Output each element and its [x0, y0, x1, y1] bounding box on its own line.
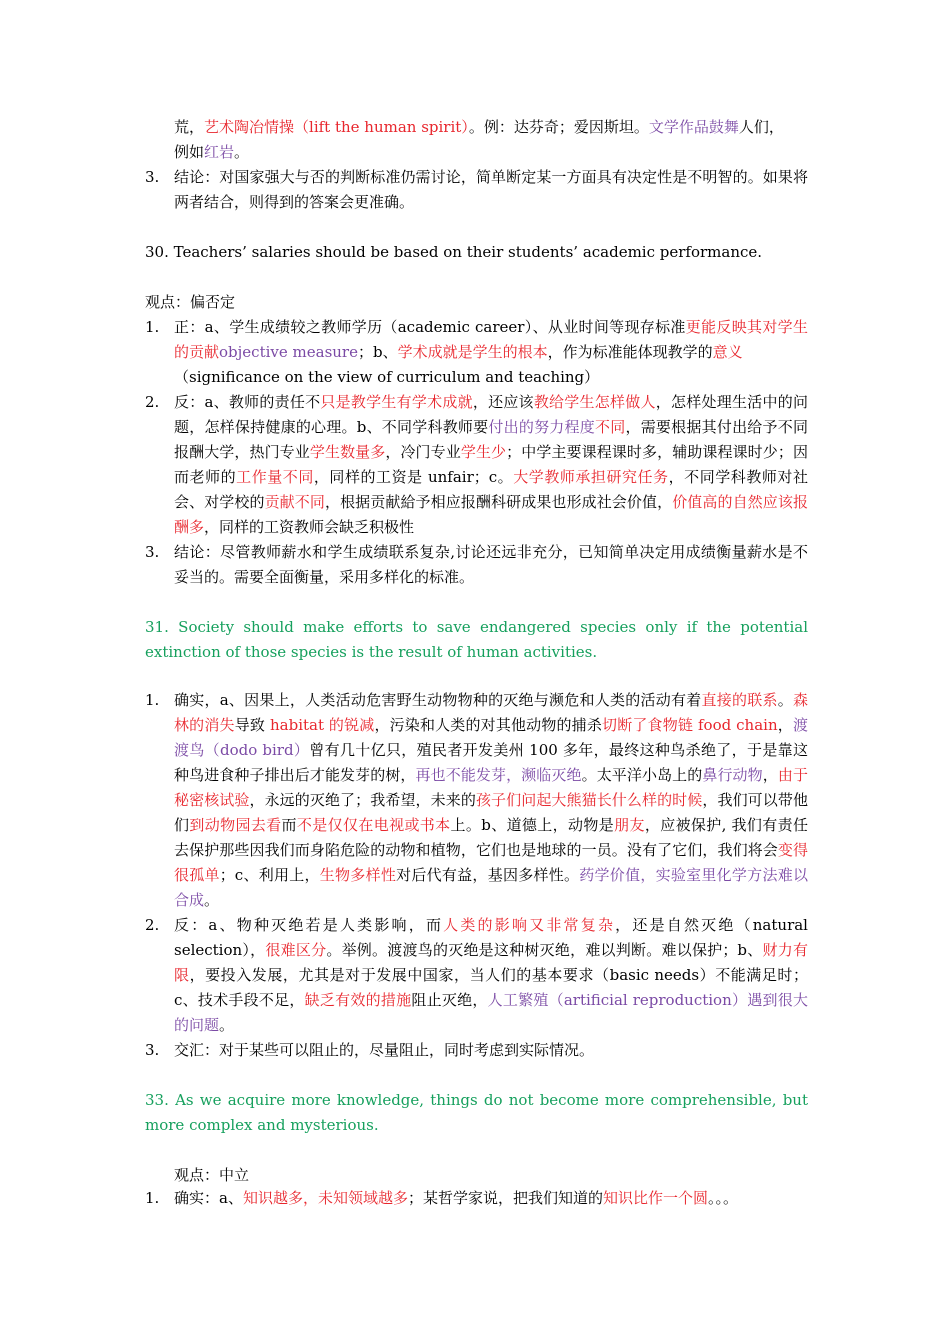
list-text: 结论：对国家强大与否的判断标准仍需讨论，简单断定某一方面具有决定性是不明智的。如果将两者结合，则得到的答案会更准确。 [174, 168, 808, 211]
list-item [145, 165, 808, 215]
list-text: 确实：a、知识越多，未知领域越多；某哲学家说，把我们知道的知识比作一个圆。。。 [174, 1189, 739, 1207]
top-continuation-paragraph: 荒，艺术陶冶情操（lift the human spirit）。例：达芬奇；爱因斯坦。文学作品鼓舞人们， 例如红岩。 [174, 118, 784, 161]
list-item [145, 1038, 808, 1063]
list-text: 正：a、学生成绩较之教师学历（academic career）、从业时间等现存标准更能反映其对学生的贡献objective measure；b、学术成就是学生的根本，作为标准能体现教学的意义 （significance on the view of curriculum and teaching） [174, 318, 808, 386]
question-31-title: 31. Society should make efforts to save endangered species only if the potential extinction of those species is the result of human activities. [145, 618, 808, 661]
question-33-viewpoint: 观点：中立 [174, 1166, 250, 1184]
highlight-purple: 红岩 [204, 143, 235, 161]
list-number: 3. [145, 1041, 160, 1059]
list-item [145, 688, 808, 913]
list-text: 结论：尽管教师薪水和学生成绩联系复杂,讨论还远非充分，已知简单决定用成绩衡量薪水是不妥当的。需要全面衡量，采用多样化的标准。 [174, 543, 808, 586]
list-item [145, 315, 808, 390]
question-33-title: 33. As we acquire more knowledge, things do not become more comprehensible, but more complex and mysterious. [145, 1091, 808, 1134]
list-number: 2. [145, 916, 160, 934]
list-number: 3. [145, 168, 160, 186]
highlight-purple: 文学作品鼓舞 [648, 118, 739, 136]
list-item [145, 913, 808, 1038]
list-text: 交汇：对于某些可以阻止的，尽量阻止，同时考虑到实际情况。 [174, 1041, 595, 1059]
list-number: 1. [145, 691, 160, 709]
list-number: 2. [145, 393, 160, 411]
question-30-viewpoint: 观点：偏否定 [145, 293, 236, 311]
list-item [145, 390, 808, 540]
list-item [145, 1186, 808, 1211]
list-text: 反：a、教师的责任不只是教学生有学术成就，还应该教给学生怎样做人，怎样处理生活中的问题，怎样保持健康的心理。b、不同学科教师要付出的努力程度不同，需要根据其付出给予不同报酬大学，热门专业学生数量多，冷门专业学生少；中学主要课程课时多，辅助课程课时少；因而老师的工作量不同，同样的工资是 unfair；c。大学教师承担研究任务，不同学科教师对社会、对学校的贡献不同，根据贡献給予相应报酬科研成果也形成社会价值，价值高的自然应该报酬多，同样的工资教师会缺乏积极性 [174, 393, 808, 536]
list-number: 1. [145, 1189, 160, 1207]
list-number: 1. [145, 318, 160, 336]
highlight-red: 艺术陶冶情操（lift the human spirit） [204, 118, 469, 136]
list-number: 3. [145, 543, 160, 561]
question-30-title: 30. Teachers’ salaries should be based on their students’ academic performance. [145, 243, 763, 261]
list-item [145, 540, 808, 590]
list-text: 确实，a、因果上，人类活动危害野生动物物种的灭绝与濒危和人类的活动有着直接的联系。森林的消失导致 habitat 的锐减，污染和人类的对其他动物的捕杀切断了食物链 food chain，渡渡鸟（dodo bird）曾有几十亿只，殖民者开发美州 100 多年，最终这种鸟杀绝了，于是靠这种鸟进食种子排出后才能发芽的树，再也不能发芽，濒临灭绝。太平洋小岛上的鼻行动物，由于秘密核试验，永远的灭绝了；我希望，未来的孩子们问起大熊猫长什么样的时候，我们可以带他们到动物园去看而不是仅仅在电视或书本上。b、道德上，动物是朋友，应被保护, 我们有责任去保护那些因我们而身陷危险的动物和植物，它们也是地球的一员。没有了它们，我们将会变得很孤单；c、利用上，生物多样性对后代有益，基因多样性。药学价值，实验室里化学方法难以合成。 [174, 691, 808, 909]
list-text: 反：a、物种灭绝若是人类影响，而人类的影响又非常复杂，还是自然灭绝（natural selection），很难区分。举例。渡渡鸟的灭绝是这种树灭绝，难以判断。难以保护；b、财力有限，要投入发展，尤其是对于发展中国家，当人们的基本要求（basic needs）不能满足时；c、技术手段不足，缺乏有效的措施阻止灭绝，人工繁殖（artificial reproduction）遇到很大的问题。 [174, 916, 808, 1034]
